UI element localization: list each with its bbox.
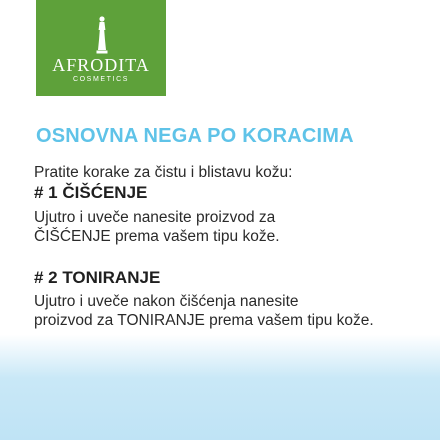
step-1-line-2: ČIŠĆENJE prema vašem tipu kože. bbox=[34, 228, 280, 245]
logo-name: AFRODITA bbox=[52, 55, 150, 75]
step-2-description bbox=[34, 292, 434, 330]
page-title: OSNOVNA NEGA PO KORACIMA bbox=[36, 125, 354, 147]
step-1-heading: # 1 ČIŠĆENJE bbox=[34, 183, 148, 202]
brand-logo bbox=[36, 0, 166, 96]
logo-subtitle: COSMETICS bbox=[72, 76, 129, 83]
step-2-heading: # 2 TONIRANJE bbox=[34, 268, 161, 287]
step-1-line-1: Ujutro i uveče nanesite proizvod za bbox=[34, 209, 276, 226]
step-2-line-1: Ujutro i uveče nakon čišćenja nanesite bbox=[34, 293, 299, 310]
step-1-description bbox=[34, 208, 434, 246]
intro-text: Pratite korake za čistu i blistavu kožu: bbox=[34, 164, 293, 181]
step-2-line-2: proizvod za TONIRANJE prema vašem tipu kože. bbox=[34, 312, 374, 329]
statue-figure-icon bbox=[92, 16, 112, 54]
